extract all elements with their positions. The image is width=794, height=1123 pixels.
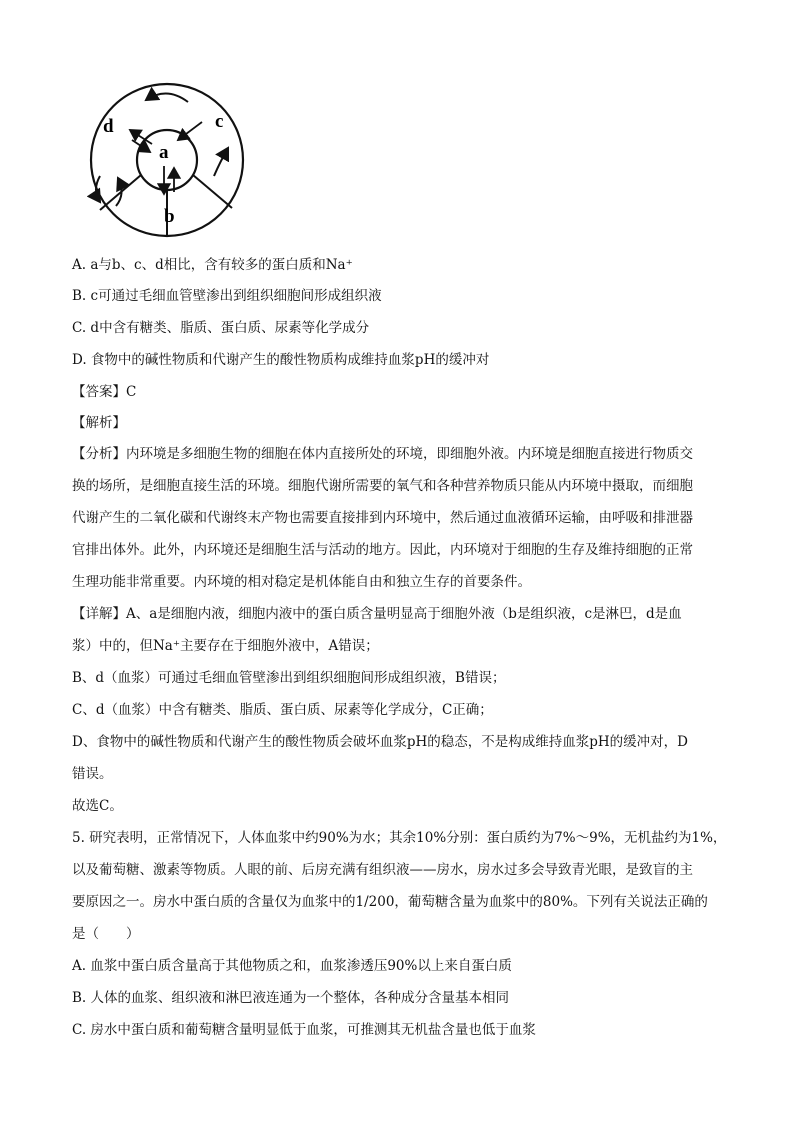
q5-stem-line: 以及葡萄糖、激素等物质。人眼的前、后房充满有组织液——房水，房水过多会导致青光眼，是致盲的主 (72, 862, 693, 878)
q5-stem-line: 是（ ） (72, 926, 140, 942)
xiangjie-line: 故选C。 (72, 798, 123, 814)
fenxi-line: 换的场所，是细胞直接生活的环境。细胞代谢所需要的氧气和各种营养物质只能从内环境中摄取，而细胞 (72, 478, 693, 494)
q4-option-d: D. 食物中的碱性物质和代谢产生的酸性物质构成维持血浆pH的缓冲对 (72, 352, 490, 368)
label-a: a (159, 142, 169, 163)
answer-label: 【答案】C (72, 384, 137, 400)
xiangjie-line: 【详解】A、a是细胞内液，细胞内液中的蛋白质含量明显高于细胞外液（b是组织液，c是淋巴，d是血 (72, 606, 682, 622)
q5-option-b: B. 人体的血浆、组织液和淋巴液连通为一个整体，各种成分含量基本相同 (72, 990, 510, 1006)
q4-option-b: B. c可通过毛细血管壁渗出到组织细胞间形成组织液 (72, 288, 382, 304)
q4-option-a: A. a与b、c、d相比，含有较多的蛋白质和Na⁺ (72, 257, 353, 273)
label-c: c (215, 111, 224, 132)
q5-option-a: A. 血浆中蛋白质含量高于其他物质之和，血浆渗透压90%以上来自蛋白质 (72, 958, 512, 974)
label-d: d (103, 116, 114, 137)
fenxi-line: 【分析】内环境是多细胞生物的细胞在体内直接所处的环境，即细胞外液。内环境是细胞直接进行物质交 (72, 446, 693, 462)
q5-option-c: C. 房水中蛋白质和葡萄糖含量明显低于血浆，可推测其无机盐含量也低于血浆 (72, 1022, 536, 1038)
xiangjie-line: 错误。 (72, 766, 113, 782)
q5-stem-line: 5. 研究表明，正常情况下，人体血浆中约90%为水；其余10%分别：蛋白质约为7%～9%，无机盐约为1%， (72, 830, 727, 846)
xiangjie-line: D、食物中的碱性物质和代谢产生的酸性物质会破坏血浆pH的稳态，不是构成维持血浆pH的缓冲对，D (72, 734, 688, 750)
xiangjie-line: C、d（血浆）中含有糖类、脂质、蛋白质、尿素等化学成分，C正确； (72, 702, 493, 718)
q5-stem-line: 要原因之一。房水中蛋白质的含量仅为血浆中的1/200，葡萄糖含量为血浆中的80%。下列有关说法正确的 (72, 894, 708, 910)
label-b: b (164, 206, 175, 227)
analysis-header: 【解析】 (72, 415, 126, 431)
xiangjie-line: 浆）中的，但Na⁺主要存在于细胞外液中，A错误； (72, 638, 379, 654)
xiangjie-line: B、d（血浆）可通过毛细血管壁渗出到组织细胞间形成组织液，B错误； (72, 670, 506, 686)
fenxi-line: 代谢产生的二氧化碳和代谢终末产物也需要直接排到内环境中，然后通过血液循环运输，由呼吸和排泄器 (72, 510, 693, 526)
body-fluid-diagram (70, 82, 266, 238)
fenxi-line: 官排出体外。此外，内环境还是细胞生活与活动的地方。因此，内环境对于细胞的生存及维持细胞的正常 (72, 542, 693, 558)
q4-option-c: C. d中含有糖类、脂质、蛋白质、尿素等化学成分 (72, 320, 370, 336)
fenxi-line: 生理功能非常重要。内环境的相对稳定是机体能自由和独立生存的首要条件。 (72, 574, 531, 590)
